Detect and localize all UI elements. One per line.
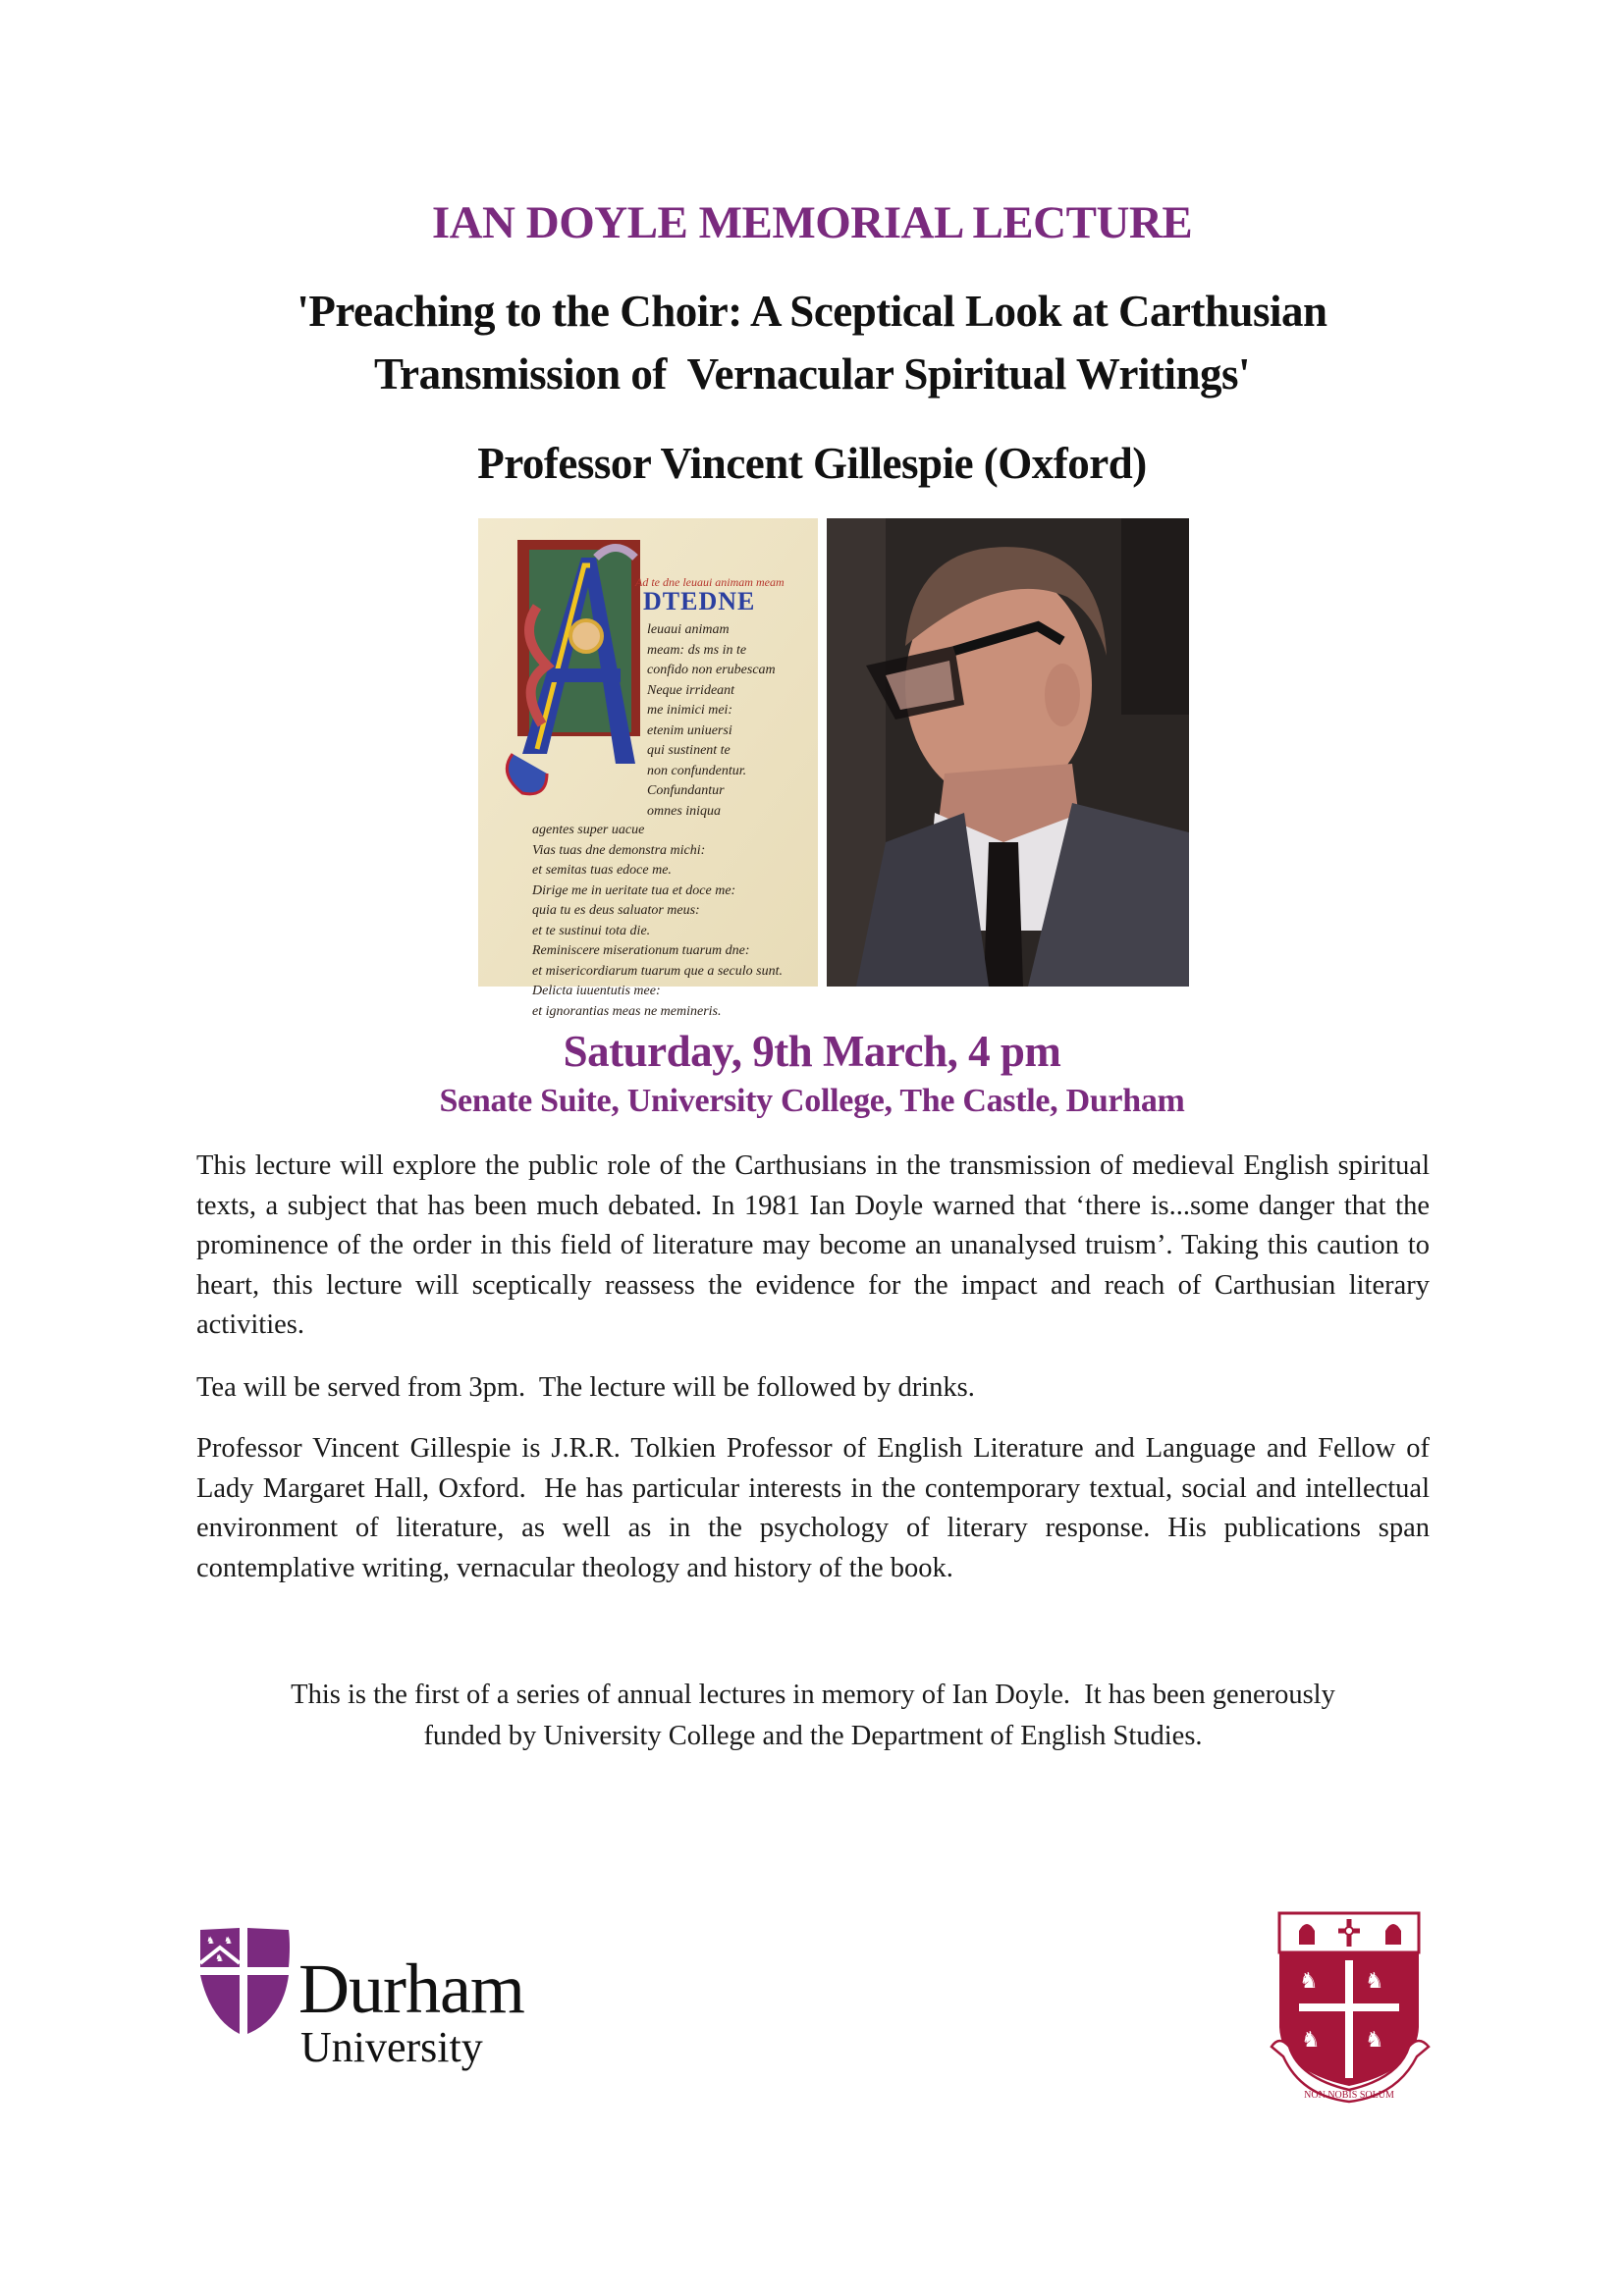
university-wordmark: University (300, 2023, 483, 2071)
svg-text:♞: ♞ (1301, 2027, 1321, 2052)
abstract-text: This lecture will explore the public role of the Carthusians in the transmission of medieval English spiritual texts, a subject that has been much debated. In 1981 Ian Doyle warned that ‘there is...some danger that the prominence of the order in this field of literature may become an unanalysed truism’. Taking this caution to heart, this lecture will sceptically reassess the evidence for the impact and reach of Carthusian literary activities. (196, 1150, 1430, 1340)
college-motto: NON NOBIS SOLUM (1304, 2090, 1394, 2101)
manuscript-image (478, 518, 818, 1019)
abstract-paragraph (196, 1147, 1430, 1346)
event-venue: Senate Suite, University College, The Castle, Durham (439, 1083, 1185, 1119)
speaker-name: Professor Vincent Gillespie (Oxford) (477, 439, 1147, 488)
manuscript-text-column: leuaui animam meam: ds ms in te confido non erubescam Neque irrideant me inimici mei: etenim uniuersi qui sustinent te non confundentur. Confundantur omnes iniqua (647, 622, 776, 819)
durham-shield-icon (196, 1926, 295, 2036)
refreshments-text: Tea will be served from 3pm. The lecture will be followed by drinks. (196, 1372, 975, 1403)
manuscript-display-word: DTEDNE (643, 587, 756, 615)
university-college-crest (1270, 1909, 1436, 2106)
svg-text:♞: ♞ (224, 1936, 233, 1947)
manuscript-rubric: Ad te dne leuaui animam meam (635, 575, 785, 589)
lecture-title-line-1: 'Preaching to the Choir: A Sceptical Look at Carthusian (297, 287, 1327, 336)
lecture-title-line-2: Transmission of Vernacular Spiritual Writings' (373, 349, 1251, 399)
series-heading: IAN DOYLE MEMORIAL LECTURE (431, 197, 1193, 248)
durham-wordmark: Durham (298, 1949, 524, 2028)
funding-note-line-2: funded by University College and the Department of English Studies. (423, 1721, 1203, 1751)
event-date-time: Saturday, 9th March, 4 pm (563, 1027, 1061, 1076)
svg-text:♞: ♞ (215, 1953, 224, 1964)
funding-note (196, 1675, 1430, 1757)
college-crest-icon (1270, 1909, 1436, 2106)
manuscript-text-lower: agentes super uacue Vias tuas dne demonstra michi: et semitas tuas edoce me. Dirige me in ueritate tua et doce me: quia tu es deus saluator meus: et te sustinui tota die. Reminiscere miserationum tuarum dne: et misericordiarum tuarum que a seculo sunt. Delicta iuuentutis mee: et ignorantias meas ne memineris. (532, 823, 783, 1019)
funding-note-line-1: This is the first of a series of annual lectures in memory of Ian Doyle. It has been generously (291, 1680, 1335, 1710)
lion-icon: ♞ (1299, 1968, 1319, 1993)
lion-icon: ♞ (206, 1936, 215, 1947)
speaker-bio-paragraph (196, 1429, 1437, 1588)
svg-text:♞: ♞ (1365, 1968, 1384, 1993)
speaker-portrait (827, 518, 1189, 987)
svg-text:♞: ♞ (1365, 2027, 1384, 2052)
refreshments-paragraph (196, 1368, 1430, 1409)
portrait-photo-icon (827, 518, 1189, 987)
speaker-bio-text: Professor Vincent Gillespie is J.R.R. Tolkien Professor of English Literature and Language and Fellow of Lady Margaret Hall, Oxford. He has particular interests in the contemporary textual, social and intellectual environment of literature, as well as in the psychology of literary response. His publications span contemplative writing, vernacular theology and history of the book. (196, 1433, 1437, 1583)
lecture-title (0, 280, 1624, 405)
photo-strip (478, 518, 1189, 1019)
durham-university-logo (194, 1924, 568, 2096)
